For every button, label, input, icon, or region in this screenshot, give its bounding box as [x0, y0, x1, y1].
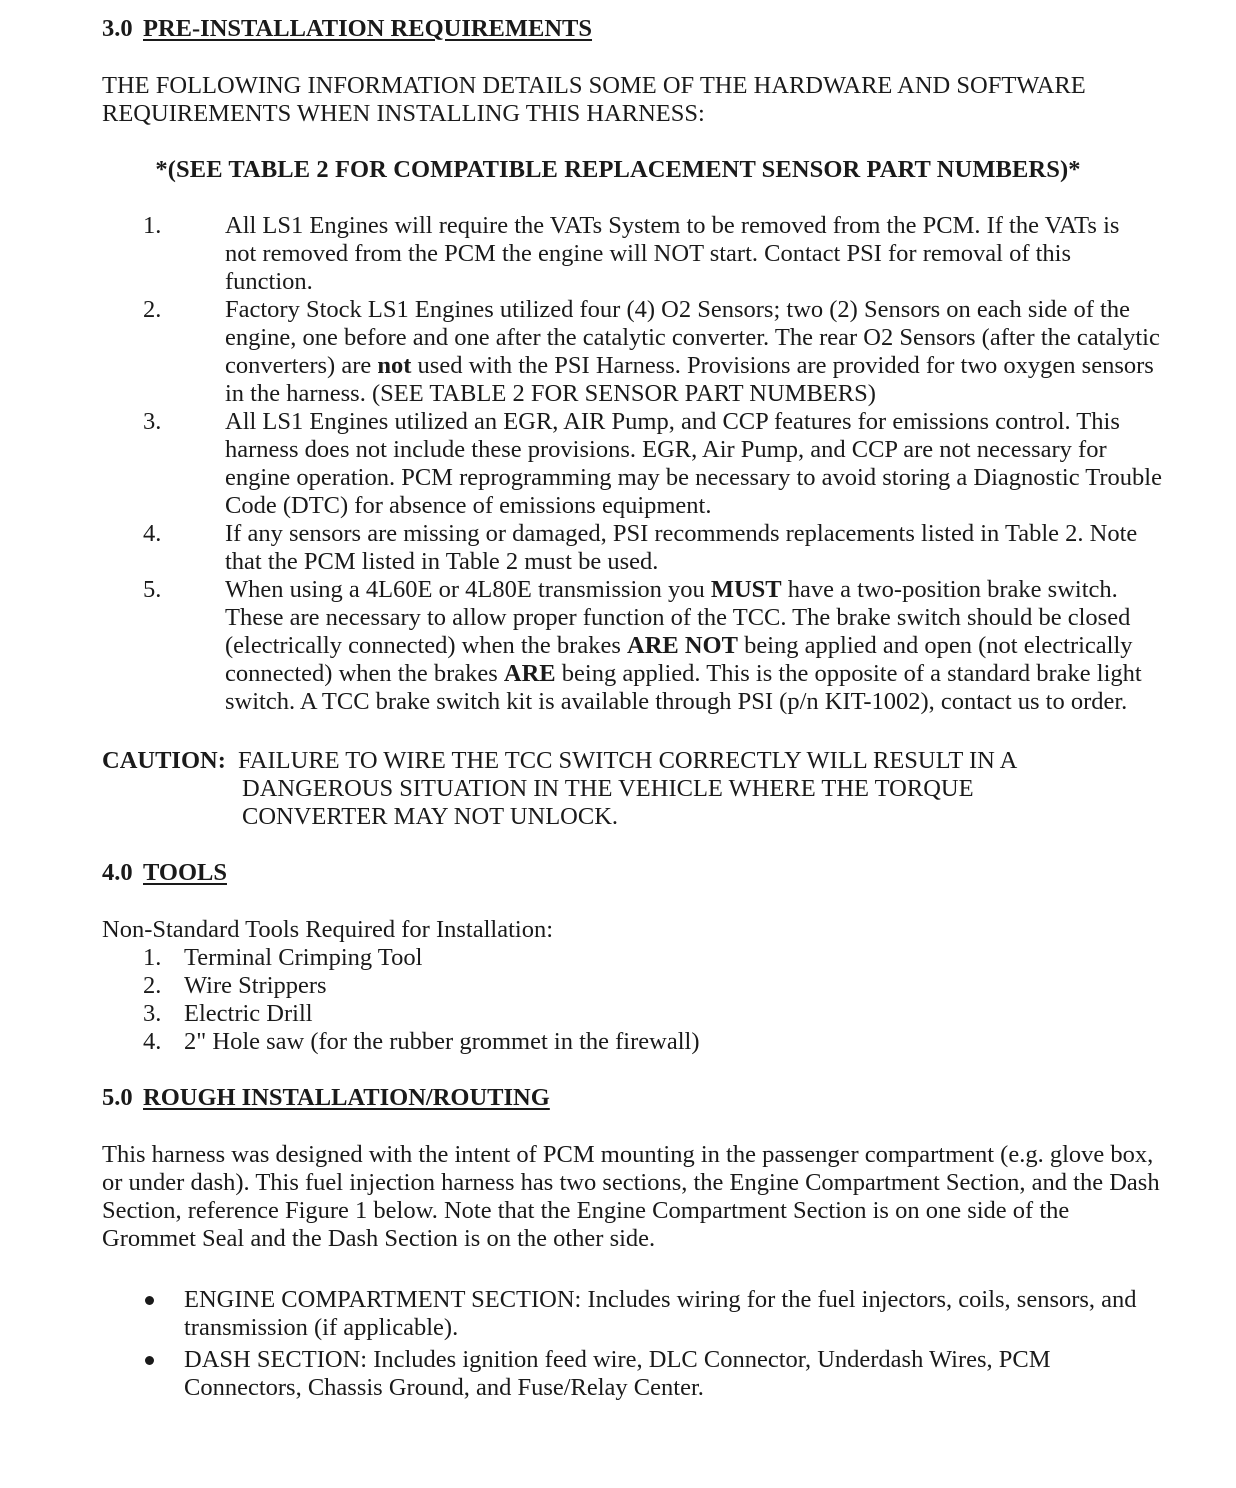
- item-line: [225, 632, 1172, 660]
- item-text: Electric Drill: [184, 1000, 313, 1027]
- item-line: [225, 576, 1172, 604]
- item-text: converters) are: [225, 352, 378, 379]
- item-text: Wire Strippers: [184, 972, 327, 999]
- paragraph-line: Section, reference Figure 1 below. Note that the Engine Compartment Section is on one side of the: [102, 1197, 1070, 1224]
- item-line: All LS1 Engines will require the VATs System to be removed from the PCM. If the VATs is: [225, 212, 1120, 239]
- emphasis-text: ARE NOT: [627, 632, 738, 659]
- paragraph-line: or under dash). This fuel injection harness has two sections, the Engine Compartment Section, and the Dash: [102, 1169, 1160, 1196]
- list-item: [102, 1286, 1172, 1342]
- list-marker: 3.: [143, 1000, 162, 1027]
- item-line: [225, 352, 1172, 380]
- item-line: engine, one before and one after the catalytic converter. The rear O2 Sensors (after the catalytic: [225, 324, 1160, 351]
- item-text: Terminal Crimping Tool: [184, 944, 423, 971]
- list-marker: 2.: [143, 972, 162, 999]
- routing-paragraph: [102, 1141, 1172, 1253]
- list-marker: 4.: [143, 1028, 162, 1055]
- list-marker: 4.: [143, 520, 162, 547]
- section-number: 3.0: [102, 15, 133, 42]
- item-text: (electrically connected) when the brakes: [225, 632, 628, 659]
- list-item: [102, 576, 1172, 716]
- emphasis-text: not: [377, 352, 412, 379]
- intro-line: THE FOLLOWING INFORMATION DETAILS SOME OF THE HARDWARE AND SOFTWARE: [102, 72, 1086, 99]
- item-line: Factory Stock LS1 Engines utilized four (4) O2 Sensors; two (2) Sensors on each side of the: [225, 296, 1130, 323]
- item-line: DASH SECTION: Includes ignition feed wire, DLC Connector, Underdash Wires, PCM: [184, 1346, 1051, 1373]
- bullet-icon: [145, 1296, 154, 1305]
- list-marker: 3.: [143, 408, 162, 435]
- item-text: being applied and open (not electrically: [737, 632, 1133, 659]
- list-marker: 5.: [143, 576, 162, 603]
- item-line: If any sensors are missing or damaged, PSI recommends replacements listed in Table 2. Note: [225, 520, 1138, 547]
- item-line: switch. A TCC brake switch kit is available through PSI (p/n KIT-1002), contact us to order.: [225, 688, 1128, 715]
- section-3-heading: [102, 15, 592, 43]
- section-3-intro: [102, 72, 1162, 128]
- caution-block: [102, 747, 1172, 831]
- item-text: 2" Hole saw (for the rubber grommet in the firewall): [184, 1028, 700, 1055]
- item-text: When using a 4L60E or 4L80E transmission you: [225, 576, 711, 603]
- paragraph-line: Grommet Seal and the Dash Section is on the other side.: [102, 1225, 656, 1252]
- table-2-note: *(SEE TABLE 2 FOR COMPATIBLE REPLACEMENT SENSOR PART NUMBERS)*: [155, 156, 1081, 183]
- item-line: harness does not include these provisions. EGR, Air Pump, and CCP are not necessary for: [225, 436, 1107, 463]
- item-line: engine operation. PCM reprogramming may be necessary to avoid storing a Diagnostic Trouble: [225, 464, 1162, 491]
- section-title: ROUGH INSTALLATION/ROUTING: [143, 1084, 550, 1111]
- list-marker: 1.: [143, 944, 162, 971]
- item-line: transmission (if applicable).: [184, 1314, 459, 1341]
- item-line: that the PCM listed in Table 2 must be used.: [225, 548, 659, 575]
- item-text: used with the PSI Harness. Provisions are provided for two oxygen sensors: [411, 352, 1154, 379]
- list-marker: 1.: [143, 212, 162, 239]
- caution-line: CONVERTER MAY NOT UNLOCK.: [242, 803, 619, 830]
- list-item: [102, 296, 1172, 408]
- section-number: 4.0: [102, 859, 133, 886]
- requirements-list: [102, 212, 1172, 716]
- list-item: [102, 520, 1172, 576]
- item-line: not removed from the PCM the engine will NOT start. Contact PSI for removal of this: [225, 240, 1072, 267]
- list-marker: 2.: [143, 296, 162, 323]
- list-item: [102, 408, 1172, 520]
- item-line: Connectors, Chassis Ground, and Fuse/Relay Center.: [184, 1374, 704, 1401]
- caution-label: CAUTION:: [102, 747, 226, 774]
- caution-line: FAILURE TO WIRE THE TCC SWITCH CORRECTLY WILL RESULT IN A: [238, 747, 1018, 774]
- item-text: being applied. This is the opposite of a standard brake light: [555, 660, 1142, 687]
- item-line: Code (DTC) for absence of emissions equipment.: [225, 492, 712, 519]
- item-text: have a two-position brake switch.: [781, 576, 1118, 603]
- item-line: in the harness. (SEE TABLE 2 FOR SENSOR PART NUMBERS): [225, 380, 876, 407]
- bullet-icon: [145, 1356, 154, 1365]
- item-line: function.: [225, 268, 313, 295]
- item-line: All LS1 Engines utilized an EGR, AIR Pump, and CCP features for emissions control. This: [225, 408, 1120, 435]
- item-text: connected) when the brakes: [225, 660, 504, 687]
- list-item: [102, 944, 1002, 972]
- emphasis-text: ARE: [503, 660, 556, 687]
- section-5-heading: [102, 1084, 550, 1112]
- list-item: [102, 1028, 1002, 1056]
- section-number: 5.0: [102, 1084, 133, 1111]
- emphasis-text: MUST: [710, 576, 782, 603]
- item-line: These are necessary to allow proper function of the TCC. The brake switch should be closed: [225, 604, 1131, 631]
- paragraph-line: This harness was designed with the intent of PCM mounting in the passenger compartment (e.g. glove box,: [102, 1141, 1154, 1168]
- list-item: [102, 212, 1172, 296]
- section-title: PRE-INSTALLATION REQUIREMENTS: [143, 15, 593, 42]
- section-title: TOOLS: [143, 859, 227, 886]
- tools-list: [102, 944, 1002, 1056]
- list-item: [102, 1346, 1172, 1402]
- item-line: ENGINE COMPARTMENT SECTION: Includes wiring for the fuel injectors, coils, sensors, and: [184, 1286, 1137, 1313]
- list-item: [102, 1000, 1002, 1028]
- section-4-heading: [102, 859, 227, 887]
- tools-intro: Non-Standard Tools Required for Installation:: [102, 916, 554, 943]
- item-line: [225, 660, 1172, 688]
- caution-line: DANGEROUS SITUATION IN THE VEHICLE WHERE THE TORQUE: [242, 775, 974, 802]
- sections-bullet-list: [102, 1286, 1172, 1406]
- intro-line: REQUIREMENTS WHEN INSTALLING THIS HARNESS:: [102, 100, 705, 127]
- list-item: [102, 972, 1002, 1000]
- caution-text: [102, 747, 1172, 831]
